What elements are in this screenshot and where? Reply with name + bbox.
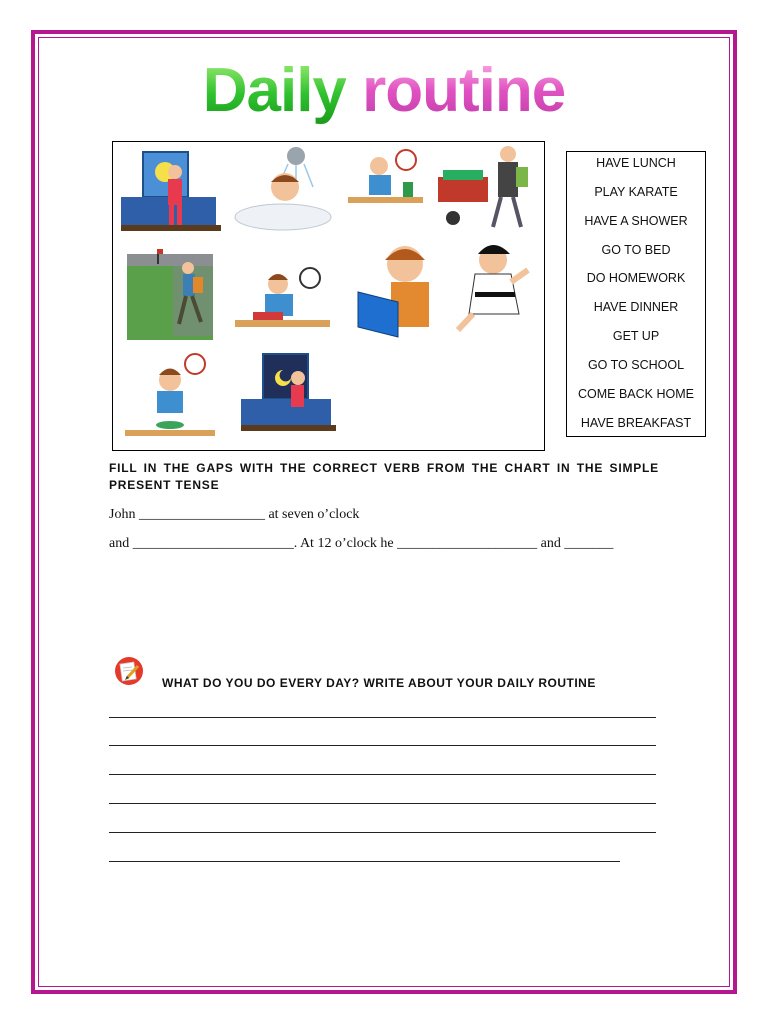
play-karate-illustration xyxy=(458,245,528,330)
verb-chart-item: HAVE DINNER xyxy=(593,300,679,314)
verb-chart xyxy=(566,151,706,437)
verb-chart-item: HAVE LUNCH xyxy=(596,156,676,170)
do-homework-illustration xyxy=(358,246,429,337)
go-to-school-illustration xyxy=(438,146,528,227)
have-a-shower-illustration xyxy=(235,147,331,230)
verb-chart-item: HAVE A SHOWER xyxy=(584,214,688,228)
come-back-home-illustration xyxy=(127,249,213,340)
title-word-daily: Daily xyxy=(202,56,346,125)
writing-line[interactable] xyxy=(109,774,656,775)
verb-chart-item: PLAY KARATE xyxy=(594,185,678,199)
verb-chart-item: GO TO BED xyxy=(601,243,671,257)
exercise1-line1[interactable]: John __________________ at seven o’clock xyxy=(109,507,360,522)
exercise1-instruction: FILL IN THE GAPS WITH THE CORRECT VERB FROM THE CHART IN THE SIMPLE PRESENT TENSE xyxy=(109,461,659,492)
pencil-note-icon xyxy=(113,656,145,686)
writing-line[interactable] xyxy=(109,717,656,718)
have-dinner-illustration xyxy=(125,354,215,436)
get-up-illustration xyxy=(121,152,221,231)
exercise2-question: WHAT DO YOU DO EVERY DAY? WRITE ABOUT YOUR DAILY ROUTINE xyxy=(162,676,596,690)
title-word-routine: routine xyxy=(362,56,566,125)
go-to-bed-illustration xyxy=(241,354,336,431)
verb-chart-item: HAVE BREAKFAST xyxy=(580,416,692,430)
verb-chart-item: COME BACK HOME xyxy=(578,387,694,401)
routine-illustrations xyxy=(113,142,546,452)
writing-line[interactable] xyxy=(109,832,656,833)
have-breakfast-illustration xyxy=(348,150,423,203)
picture-chart xyxy=(112,141,545,451)
verb-chart-item: GO TO SCHOOL xyxy=(587,358,685,372)
writing-line[interactable] xyxy=(109,803,656,804)
writing-line[interactable] xyxy=(109,861,620,862)
exercise1-line2[interactable]: and _______________________. At 12 o’clock he ____________________ and _______ xyxy=(109,536,614,551)
verb-chart-item: DO HOMEWORK xyxy=(586,271,686,285)
page-title xyxy=(0,55,768,127)
have-lunch-illustration xyxy=(235,268,330,327)
verb-chart-item: GET UP xyxy=(612,329,660,343)
writing-line[interactable] xyxy=(109,745,656,746)
